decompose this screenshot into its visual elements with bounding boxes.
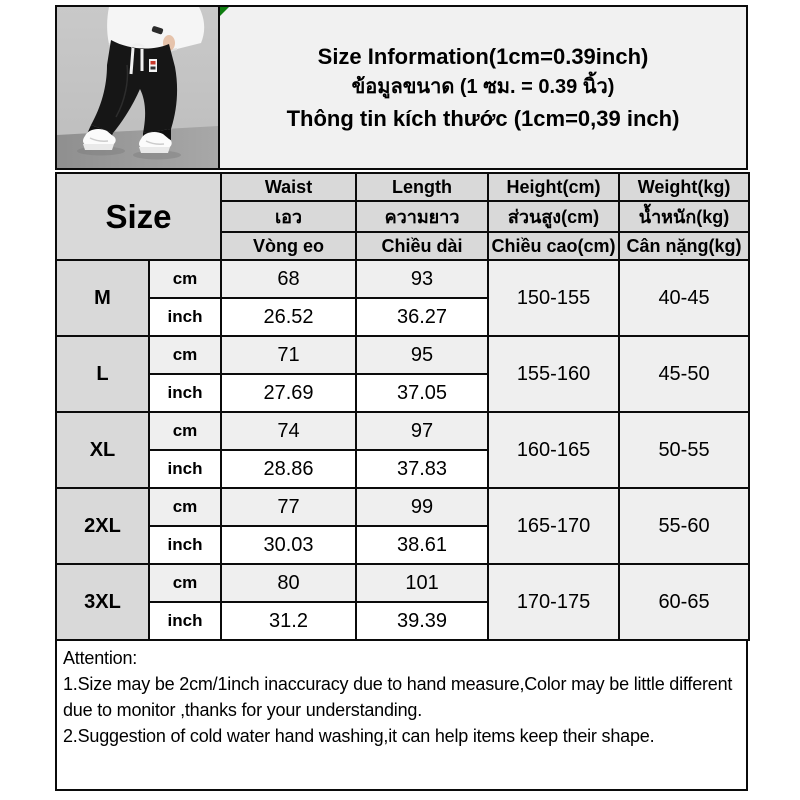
length-cm-value: 97	[356, 412, 488, 450]
col-header-length-en: Length	[356, 173, 488, 201]
unit-cm-label: cm	[149, 336, 221, 374]
height-range-value: 160-165	[488, 412, 619, 488]
title-vi: Thông tin kích thước (1cm=0,39 inch)	[286, 106, 680, 131]
length-cm-value: 101	[356, 564, 488, 602]
top-row	[55, 5, 748, 170]
size-row-l-cm	[56, 336, 749, 374]
weight-range-value: 50-55	[619, 412, 749, 488]
size-row-m-cm	[56, 260, 749, 298]
unit-inch-label: inch	[149, 298, 221, 336]
unit-cm-label: cm	[149, 412, 221, 450]
waist-inch-value: 26.52	[221, 298, 356, 336]
size-table	[55, 172, 750, 641]
unit-cm-label: cm	[149, 260, 221, 298]
attention-note-1: 1.Size may be 2cm/1inch inaccuracy due to hand measure,Color may be little different due to monitor ,thanks for your understanding.	[63, 674, 733, 720]
weight-range-value: 40-45	[619, 260, 749, 336]
size-label-2xl: 2XL	[56, 488, 149, 564]
col-header-weight-vi: Cân nặng(kg)	[619, 232, 749, 260]
length-cm-value: 93	[356, 260, 488, 298]
waist-cm-value: 68	[221, 260, 356, 298]
corner-marker-icon	[220, 7, 229, 16]
col-header-length-vi: Chiều dài	[356, 232, 488, 260]
waist-inch-value: 27.69	[221, 374, 356, 412]
title-box	[220, 5, 748, 170]
size-label-m: M	[56, 260, 149, 336]
size-label-l: L	[56, 336, 149, 412]
height-range-value: 170-175	[488, 564, 619, 640]
col-header-waist-en: Waist	[221, 173, 356, 201]
attention-heading: Attention:	[63, 648, 138, 668]
unit-inch-label: inch	[149, 450, 221, 488]
waist-inch-value: 31.2	[221, 602, 356, 640]
waist-inch-value: 30.03	[221, 526, 356, 564]
size-row-xl-cm	[56, 412, 749, 450]
waist-cm-value: 80	[221, 564, 356, 602]
attention-box	[55, 639, 748, 791]
jogger-pants-illustration	[57, 7, 218, 168]
waist-cm-value: 74	[221, 412, 356, 450]
unit-cm-label: cm	[149, 564, 221, 602]
weight-range-value: 45-50	[619, 336, 749, 412]
size-header-cell: Size	[56, 173, 221, 260]
unit-inch-label: inch	[149, 374, 221, 412]
col-header-weight-th: น้ำหนัก(kg)	[619, 201, 749, 232]
col-header-height-th: ส่วนสูง(cm)	[488, 201, 619, 232]
height-range-value: 150-155	[488, 260, 619, 336]
waist-cm-value: 77	[221, 488, 356, 526]
col-header-waist-vi: Vòng eo	[221, 232, 356, 260]
col-header-height-en: Height(cm)	[488, 173, 619, 201]
col-header-length-th: ความยาว	[356, 201, 488, 232]
length-inch-value: 38.61	[356, 526, 488, 564]
title-en: Size Information(1cm=0.39inch)	[317, 43, 649, 69]
product-photo	[55, 5, 220, 170]
waist-inch-value: 28.86	[221, 450, 356, 488]
weight-range-value: 55-60	[619, 488, 749, 564]
length-cm-value: 95	[356, 336, 488, 374]
unit-inch-label: inch	[149, 602, 221, 640]
unit-cm-label: cm	[149, 488, 221, 526]
length-inch-value: 36.27	[356, 298, 488, 336]
length-inch-value: 37.83	[356, 450, 488, 488]
size-info-sheet	[55, 5, 748, 791]
col-header-weight-en: Weight(kg)	[619, 173, 749, 201]
length-inch-value: 39.39	[356, 602, 488, 640]
size-row-2xl-cm	[56, 488, 749, 526]
height-range-value: 165-170	[488, 488, 619, 564]
size-label-3xl: 3XL	[56, 564, 149, 640]
size-row-3xl-cm	[56, 564, 749, 602]
length-cm-value: 99	[356, 488, 488, 526]
title-th: ข้อมูลขนาด (1 ซม. = 0.39 นิ้ว)	[351, 76, 615, 98]
header-row-en	[56, 173, 749, 201]
length-inch-value: 37.05	[356, 374, 488, 412]
unit-inch-label: inch	[149, 526, 221, 564]
col-header-waist-th: เอว	[221, 201, 356, 232]
waist-cm-value: 71	[221, 336, 356, 374]
attention-note-2: 2.Suggestion of cold water hand washing,it can help items keep their shape.	[63, 726, 655, 746]
weight-range-value: 60-65	[619, 564, 749, 640]
size-label-xl: XL	[56, 412, 149, 488]
col-header-height-vi: Chiều cao(cm)	[488, 232, 619, 260]
height-range-value: 155-160	[488, 336, 619, 412]
